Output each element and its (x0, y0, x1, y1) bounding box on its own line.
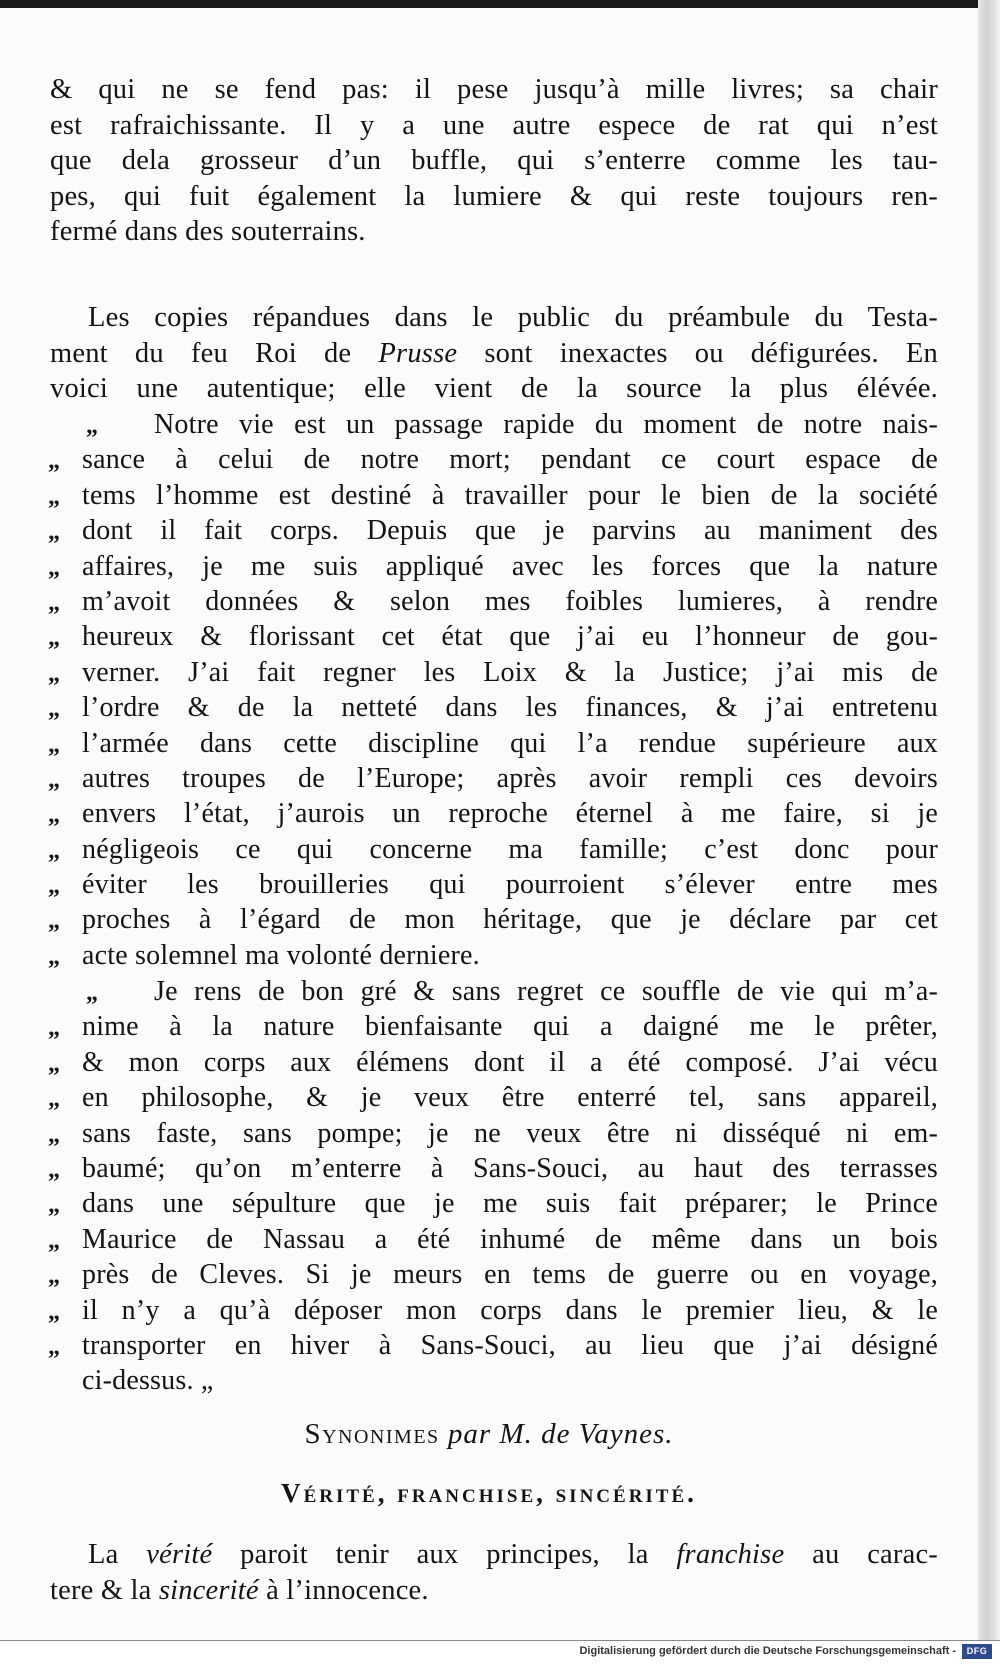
quote-mark: „ (48, 696, 61, 723)
quote-text: dans une sépulture que je me suis fait préparer; le Prince (82, 1188, 938, 1220)
quote-line (48, 1363, 938, 1398)
quote-line (48, 1009, 938, 1044)
text-segment: sont inexactes ou défigurées. En (457, 337, 938, 369)
quote-mark: „ (48, 1192, 61, 1219)
quote-mark: „ (48, 802, 61, 829)
text-segment: paroit tenir aux principes, la (212, 1539, 677, 1570)
quote-text: nime à la nature bienfaisante qui a daigné me le prêter, (82, 1011, 938, 1043)
quote-mark: „ (86, 980, 99, 1006)
quote-line (48, 1186, 938, 1221)
author-name: M. de Vaynes. (499, 1418, 674, 1450)
quote-mark: „ (48, 448, 61, 475)
quote-text: ci-dessus. „ (82, 1365, 214, 1397)
quote-mark: „ (48, 908, 61, 935)
quote-line (48, 690, 938, 725)
text-segment: La (88, 1539, 147, 1570)
quote-line (48, 938, 938, 973)
quote-text: il n’y a qu’à déposer mon corps dans le premier lieu, & le (82, 1294, 938, 1326)
text-line: pes, qui fuit également la lumiere & qui reste toujours ren- (50, 180, 938, 212)
quote-text: tems l’homme est destiné à travailler pour le bien de la société (82, 479, 938, 511)
quote-line (48, 1257, 938, 1292)
digitization-footer (0, 1640, 1000, 1664)
quote-mark: „ (48, 1227, 61, 1254)
quote-line (48, 407, 938, 442)
quote-mark: „ (48, 625, 61, 652)
quote-mark: „ (48, 1263, 61, 1290)
quote-text: verner. J’ai fait regner les Loix & la Justice; j’ai mis de (82, 656, 938, 688)
quote-mark: „ (48, 837, 61, 864)
quote-line (48, 796, 938, 831)
top-border (0, 0, 1000, 8)
quote-text: dont il fait corps. Depuis que je parvins au maniment des (82, 515, 938, 547)
text-line (50, 1537, 938, 1573)
quote-mark: „ (48, 519, 61, 546)
quote-text: près de Cleves. Si je meurs en tems de guerre ou en voyage, (82, 1259, 938, 1291)
quote-line (48, 1222, 938, 1257)
quote-text: & mon corps aux élémens dont il a été composé. J’ai vécu (82, 1046, 938, 1078)
quote-text: baumé; qu’on m’enterre à Sans-Souci, au haut des terrasses (82, 1152, 938, 1184)
synonymes-heading (0, 1418, 978, 1451)
text-segment: ment du feu Roi de (50, 337, 379, 369)
quote-text: l’ordre & de la netteté dans les finances, & j’ai entretenu (82, 692, 938, 724)
quote-text: Maurice de Nassau a été inhumé de même dans un bois (82, 1223, 938, 1255)
quote-text: heureux & florissant cet état que j’ai eu l’honneur de gou- (82, 621, 938, 653)
quote-line (48, 761, 938, 796)
text-line: est rafraichissante. Il y a une autre espece de rat qui n’est (50, 109, 938, 141)
quote-line (48, 832, 938, 867)
italic-term: vérité (146, 1539, 213, 1570)
quote-mark: „ (86, 413, 99, 439)
quote-mark: „ (48, 1015, 61, 1042)
quote-line (48, 1045, 938, 1080)
quote-mark: „ (48, 1121, 61, 1148)
quote-line (48, 1151, 938, 1186)
quote-mark: „ (48, 731, 61, 758)
quote-line (48, 442, 938, 477)
text-segment: Les copies répandues dans le public du préambule du Testa- (88, 302, 938, 333)
text-line (50, 1573, 938, 1609)
quote-text: affaires, je me suis appliqué avec les forces que la nature (82, 550, 938, 582)
testament-paragraph-1 (48, 407, 938, 973)
quote-mark: „ (48, 1156, 61, 1183)
quote-text: en philosophe, & je veux être enterré tel, sans appareil, (82, 1082, 938, 1114)
text-segment: au carac- (784, 1539, 938, 1570)
quote-line (48, 655, 938, 690)
text-line (50, 371, 938, 407)
testament-intro (50, 300, 938, 407)
quote-text: sans faste, sans pompe; je ne veux être ni disséqué ni em- (82, 1117, 938, 1149)
quote-line (48, 1080, 938, 1115)
dfg-logo: DFG (962, 1644, 992, 1659)
quote-mark: „ (48, 943, 61, 970)
quote-text: négligeois ce qui concerne ma famille; c’est donc pour (82, 833, 938, 865)
quote-text: proches à l’égard de mon héritage, que je déclare par cet (82, 904, 938, 936)
quote-line (48, 478, 938, 513)
quote-line (48, 584, 938, 619)
quote-mark: „ (48, 554, 61, 581)
quote-line (48, 726, 938, 761)
text-segment: tere & la (50, 1574, 159, 1606)
quote-mark: „ (48, 1333, 61, 1360)
text-line: que dela grosseur d’un buffle, qui s’enterre comme les tau- (50, 145, 938, 177)
text-line: & qui ne se fend pas: il pese jusqu’à mille livres; sa chair (50, 74, 938, 105)
quote-text: envers l’état, j’aurois un reproche éternel à me faire, si je (82, 798, 938, 830)
text-segment: voici une autentique; elle vient de la source la plus élévée. (50, 373, 938, 405)
quote-mark: „ (48, 873, 61, 900)
page-edge-strip (978, 0, 1000, 1640)
quote-text: acte solemnel ma volonté derniere. (82, 939, 480, 971)
text-segment: à l’innocence. (258, 1574, 429, 1606)
quote-text: autres troupes de l’Europe; après avoir rempli ces devoirs (82, 762, 938, 794)
quote-mark: „ (48, 660, 61, 687)
quote-line (48, 1293, 938, 1328)
quote-mark: „ (48, 483, 61, 510)
quote-mark: „ (48, 766, 61, 793)
text-line: fermé dans des souterrains. (50, 216, 366, 248)
quote-line (48, 1116, 938, 1151)
quote-line (48, 619, 938, 654)
quote-text: Je rens de bon gré & sans regret ce souffle de vie qui m’a- (154, 976, 938, 1007)
text-line (50, 300, 938, 336)
quote-text: sance à celui de notre mort; pendant ce court espace de (82, 444, 938, 476)
italic-term: sincerité (158, 1574, 259, 1606)
quote-text: l’armée dans cette discipline qui l’a rendue supérieure aux (82, 727, 938, 759)
intro-paragraph (50, 72, 938, 250)
quote-mark: „ (48, 1086, 61, 1113)
quote-line (48, 867, 938, 902)
quote-line (48, 513, 938, 548)
quote-text: éviter les brouilleries qui pourroient s’élever entre mes (82, 869, 938, 901)
quote-text: transporter en hiver à Sans-Souci, au lieu que j’ai désigné (82, 1329, 938, 1361)
italic-term: franchise (676, 1539, 785, 1570)
quote-mark: „ (48, 589, 61, 616)
italic-name: Prusse (378, 337, 458, 369)
text-line (50, 336, 938, 372)
quote-line (48, 974, 938, 1009)
quote-line (48, 1328, 938, 1363)
funding-credit: Digitalisierung gefördert durch die Deutsche Forschungsgemeinschaft - (579, 1645, 956, 1657)
quote-mark: „ (48, 1298, 61, 1325)
synonymes-text (50, 1537, 938, 1608)
quote-text: Notre vie est un passage rapide du moment de notre nais- (154, 409, 938, 440)
section-label: Synonimes (304, 1418, 440, 1450)
quote-line (48, 902, 938, 937)
quote-mark: „ (48, 1050, 61, 1077)
quote-line (48, 549, 938, 584)
synonymes-title: Vérité, franchise, sincérité. (281, 1478, 697, 1508)
quote-text: m’avoit données & selon mes foibles lumieres, à rendre (82, 585, 938, 617)
by-word: par (447, 1418, 492, 1450)
testament-paragraph-2 (48, 974, 938, 1399)
